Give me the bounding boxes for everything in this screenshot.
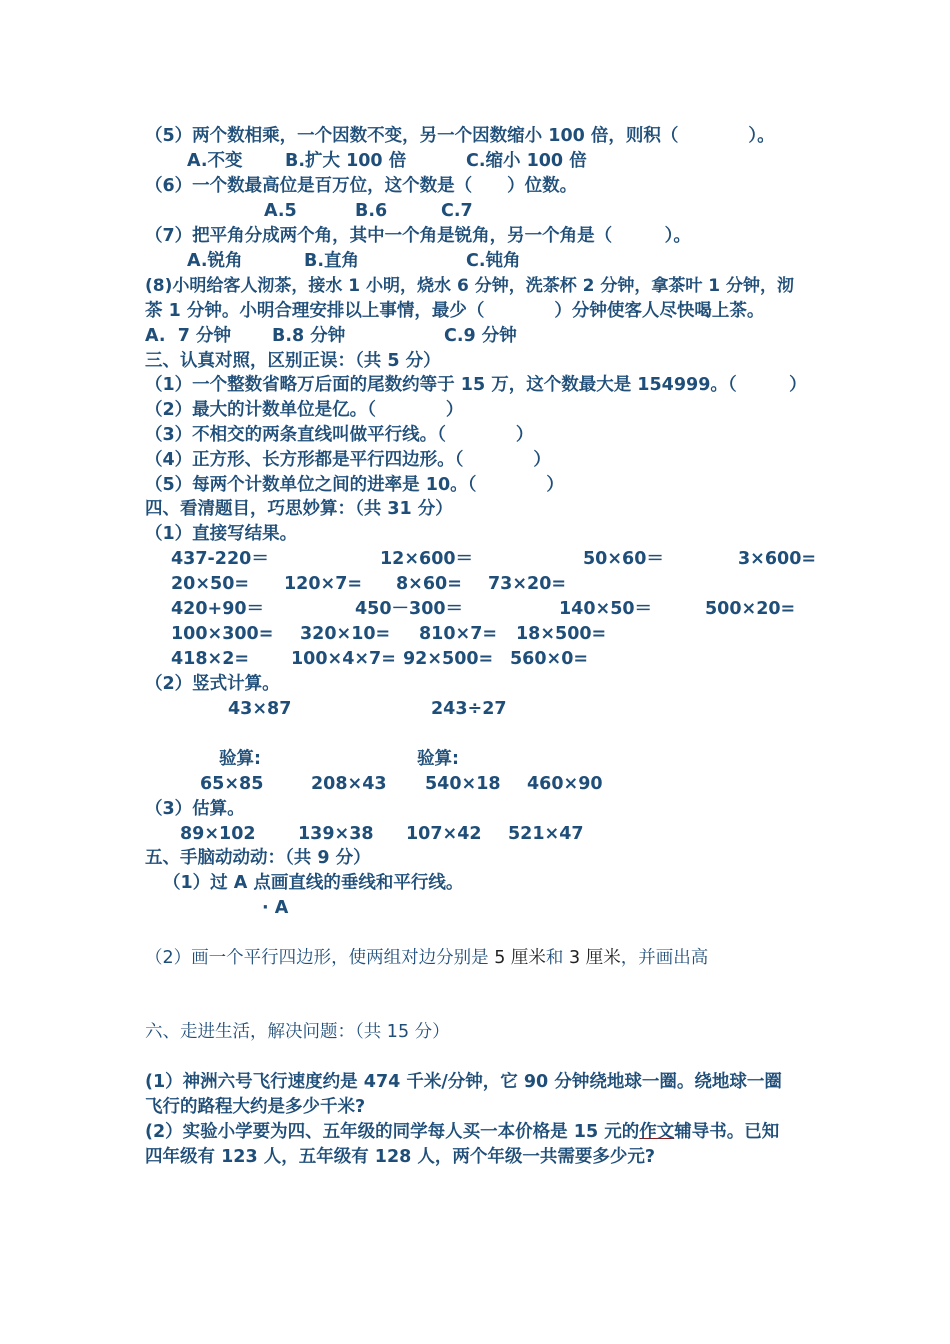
sec6-q1-line1: (1）神洲六号飞行速度约是 474 千米/分钟，它 90 分钟绕地球一圈。绕地球一圈	[145, 1072, 782, 1092]
sec5-q2	[145, 946, 708, 970]
sec4-part1-label: （1）直接写结果。	[145, 524, 298, 544]
q7-option-b: B.直角	[304, 251, 359, 271]
q5-stem: （5）两个数相乘，一个因数不变，另一个因数缩小 100 倍，则积（ ）。	[145, 126, 775, 146]
check-label: 验算:	[417, 749, 459, 769]
sec4-part3-label: （3）估算。	[145, 799, 245, 819]
vertical-calc: 460×90	[527, 774, 603, 794]
sec3-item-1: （1）一个整数省略万后面的尾数约等于 15 万，这个数最大是 154999。（ ）	[145, 375, 807, 395]
oral-calc: 140×50＝	[559, 599, 653, 619]
q8-option-c: C.9 分钟	[444, 326, 517, 346]
vertical-calc: 208×43	[311, 774, 387, 794]
q8-stem-line2: 茶 1 分钟。小明合理安排以上事情，最少（ ）分钟使客人尽快喝上茶。	[145, 301, 765, 321]
q2-num-5: 5	[494, 948, 506, 968]
q6-option-c: C.7	[441, 201, 473, 221]
q2-text-pre: （2）画一个平行四边形，使两组对边分别是	[145, 948, 495, 968]
sec5-q1: （1）过 A 点画直线的垂线和平行线。	[163, 873, 464, 893]
q5-option-b: B.扩大 100 倍	[285, 151, 407, 171]
sec3-item-4: （4）正方形、长方形都是平行四边形。（ ）	[145, 450, 551, 470]
q6-option-a: A.5	[264, 201, 297, 221]
sec3-item-5: （5）每两个计数单位之间的进率是 10。（ ）	[145, 475, 564, 495]
q2-text-mid: 和	[545, 948, 569, 968]
q5-option-a: A.不变	[187, 151, 243, 171]
section3-title: 三、认真对照，区别正误：（共 5 分）	[145, 351, 441, 371]
q6-stem: （6）一个数最高位是百万位，这个数是（ ）位数。	[145, 176, 578, 196]
sec3-item-2: （2）最大的计数单位是亿。（ ）	[145, 400, 464, 420]
q7-option-c: C.钝角	[466, 251, 521, 271]
q2-unit-2: 厘米	[580, 948, 621, 968]
q2-line1-pre: (2）实验小学要为四、五年级的同学每人买一本价格是 15 元的	[145, 1122, 640, 1142]
vertical-calc: 243÷27	[431, 699, 507, 719]
oral-calc: 92×500=	[403, 649, 494, 669]
estimate-calc: 521×47	[508, 824, 584, 844]
oral-calc: 100×4×7=	[291, 649, 396, 669]
oral-calc: 100×300=	[171, 624, 274, 644]
check-label: 验算:	[219, 749, 261, 769]
q2-underlined-word: 作文	[639, 1122, 675, 1142]
vertical-calc: 43×87	[228, 699, 292, 719]
vertical-calc: 65×85	[200, 774, 264, 794]
oral-calc: 810×7=	[419, 624, 498, 644]
oral-calc: 500×20=	[705, 599, 796, 619]
q7-option-a: A.锐角	[187, 251, 243, 271]
q7-stem: （7）把平角分成两个角，其中一个角是锐角，另一个角是（ ）。	[145, 226, 691, 246]
oral-calc: 73×20=	[488, 574, 567, 594]
section4-title: 四、看清题目，巧思妙算：（共 31 分）	[145, 499, 453, 519]
estimate-calc: 89×102	[180, 824, 256, 844]
q2-line1-post: 辅导书。已知	[674, 1122, 780, 1142]
oral-calc: 418×2=	[171, 649, 250, 669]
q8-stem-line1: (8)小明给客人沏茶，接水 1 小明，烧水 6 分钟，洗茶杯 2 分钟，拿茶叶 1 分钟，沏	[145, 276, 795, 296]
q6-option-b: B.6	[355, 201, 388, 221]
q8-option-b: B.8 分钟	[272, 326, 346, 346]
q5-option-c: C.缩小 100 倍	[466, 151, 587, 171]
estimate-calc: 139×38	[298, 824, 374, 844]
sec6-q1-line2: 飞行的路程大约是多少千米?	[145, 1097, 366, 1117]
oral-calc: 50×60＝	[583, 549, 664, 569]
q2-text-post: ，并画出高	[620, 948, 709, 968]
section6-title: 六、走进生活，解决问题：（共 15 分）	[145, 1022, 450, 1042]
oral-calc: 437-220＝	[171, 549, 269, 569]
q2-num-3: 3	[569, 948, 581, 968]
oral-calc: 560×0=	[510, 649, 589, 669]
oral-calc: 3×600=	[738, 549, 817, 569]
sec4-part2-label: （2）竖式计算。	[145, 674, 280, 694]
estimate-calc: 107×42	[406, 824, 482, 844]
oral-calc: 8×60=	[396, 574, 462, 594]
q2-unit-1: 厘米	[505, 948, 546, 968]
oral-calc: 12×600＝	[380, 549, 474, 569]
vertical-calc: 540×18	[425, 774, 501, 794]
q8-option-a: A. 7 分钟	[145, 326, 231, 346]
oral-calc: 120×7=	[284, 574, 363, 594]
sec6-q2-line2: 四年级有 123 人，五年级有 128 人，两个年级一共需要多少元?	[145, 1147, 656, 1167]
oral-calc: 18×500=	[516, 624, 607, 644]
oral-calc: 20×50=	[171, 574, 250, 594]
sec6-q2-line1	[145, 1120, 779, 1144]
point-a-label: · A	[262, 898, 289, 918]
oral-calc: 320×10=	[300, 624, 391, 644]
oral-calc: 450－300＝	[355, 599, 464, 619]
section5-title: 五、手脑动动动：（共 9 分）	[145, 848, 371, 868]
sec3-item-3: （3）不相交的两条直线叫做平行线。（ ）	[145, 425, 534, 445]
oral-calc: 420+90＝	[171, 599, 265, 619]
